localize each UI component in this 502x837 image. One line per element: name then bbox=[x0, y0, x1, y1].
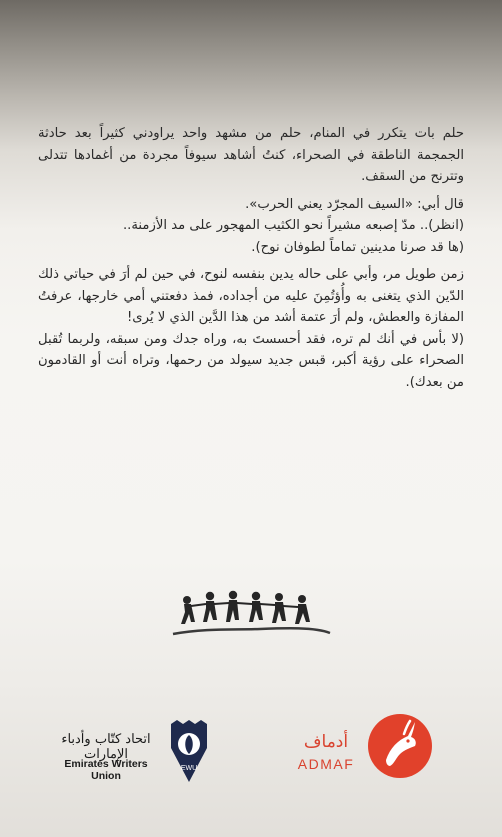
paragraph-no-matter: (لا بأس في أنك لم تره، فقد أحسستَ به، وراه جدك ومن سبقه، ولربما تُقبل الصحراء على رؤية أكبر، قبس جديد سيولد من رحمها، وتراه أنت أو القادمون من بعدك). bbox=[38, 331, 464, 390]
ewu-english-name: Emirates Writers Union bbox=[64, 758, 148, 782]
admaf-arabic-name: أدماف bbox=[303, 732, 349, 752]
ewu-arabic-name: اتحاد كتّاب وأدباء الإمارات bbox=[61, 732, 151, 762]
publisher-logos bbox=[0, 700, 502, 810]
paragraph-noah: (ها قد صرنا مدينين تماماً لطوفان نوح). bbox=[251, 239, 464, 255]
paragraph-dream: حلم بات يتكرر في المنام، حلم من مشهد واحد يراودني كثيراً بعد حادثة الجمجمة الناطقة في الصحراء، كنتُ أشاهد سيوفاً مجردة من أغمادها تتدلى وتترنح من السقف. bbox=[38, 126, 464, 184]
ewu-pen-emblem-icon bbox=[165, 718, 213, 784]
paragraph-look: (انظر).. مدّ إصبعه مشيراً نحو الكثيب المهجور على مد الأزمنة.. bbox=[122, 218, 464, 233]
ewu-badge-text: EWU bbox=[180, 765, 198, 772]
back-cover-text bbox=[38, 123, 464, 393]
paragraph-father-quote: قال أبي: «السيف المجرّد يعني الحرب». bbox=[245, 196, 464, 212]
ewu-logo bbox=[50, 712, 220, 782]
paragraph-long-time: زمن طويل مر، وأبي على حاله يدين بنفسه لنوح، في حين لم أرَ في حياتي ذلك الدّين الذي يتغنى به وأُؤتُمِنَ عليه من أجداده، فمذ دفعتني أمي خارجها، عرفتُ المفازة والعطش، ولم أرَ عتمة أشد من هذا الدَّين الذي لا يُرى! bbox=[38, 267, 464, 325]
dancing-figures-illustration bbox=[165, 578, 335, 638]
admaf-logo bbox=[290, 712, 460, 782]
admaf-english-name: ADMAF bbox=[297, 756, 355, 772]
admaf-gazelle-icon bbox=[368, 714, 432, 778]
